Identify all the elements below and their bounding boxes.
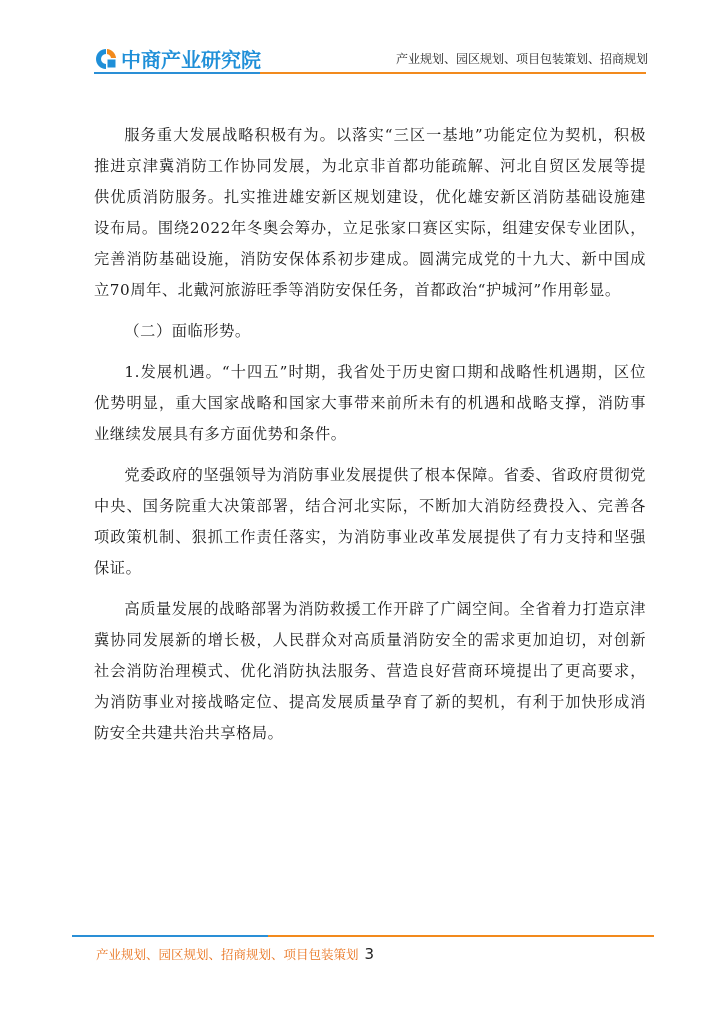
header-divider-blue bbox=[94, 72, 260, 74]
section-heading-situation: （二）面临形势。 bbox=[124, 322, 251, 340]
company-logo bbox=[94, 44, 261, 73]
footer-divider-blue bbox=[72, 935, 268, 937]
logo-text: 中商产业研究院 bbox=[121, 48, 261, 72]
logo-mark-icon bbox=[94, 47, 118, 71]
paragraph-service-strategy: 服务重大发展战略积极有为。以落实“三区一基地”功能定位为契机，积极推进京津冀消防工作协同发展，为北京非首都功能疏解、河北自贸区发展等提供优质消防服务。扎实推进雄安新区规划建设，优化雄安新区消防基础设施建设布局。围绕2022年冬奥会筹办，立足张家口赛区实际，组建安保专业团队，完善消防基础设施，消防安保体系初步建成。圆满完成党的十九大、新中国成立70周年、北戴河旅游旺季等消防安保任务，首都政治“护城河”作用彰显。 bbox=[94, 126, 646, 299]
header-tagline: 产业规划、园区规划、项目包装策划、招商规划 bbox=[395, 52, 648, 66]
page-header bbox=[0, 0, 724, 90]
paragraph-party-leadership: 党委政府的坚强领导为消防事业发展提供了根本保障。省委、省政府贯彻党中央、国务院重大决策部署，结合河北实际，不断加大消防经费投入、完善各项政策机制、狠抓工作责任落实，为消防事业改革发展提供了有力支持和坚强保证。 bbox=[94, 466, 646, 577]
footer-divider-orange bbox=[268, 935, 654, 937]
document-body bbox=[94, 120, 646, 749]
paragraph-high-quality-development: 高质量发展的战略部署为消防救援工作开辟了广阔空间。全省着力打造京津冀协同发展新的增长极，人民群众对高质量消防安全的需求更加迫切，对创新社会消防治理模式、优化消防执法服务、营造良好营商环境提出了更高要求，为消防事业对接战略定位、提高发展质量孕育了新的契机，有利于加快形成消防安全共建共治共享格局。 bbox=[94, 600, 646, 742]
footer-text: 产业规划、园区规划、招商规划、项目包装策划 bbox=[96, 947, 359, 962]
paragraph-development-opportunity: 1.发展机遇。“十四五”时期，我省处于历史窗口期和战略性机遇期，区位优势明显，重大国家战略和国家大事带来前所未有的机遇和战略支撑，消防事业继续发展具有多方面优势和条件。 bbox=[94, 363, 646, 443]
page-footer bbox=[96, 945, 374, 963]
page-number: 3 bbox=[364, 945, 375, 963]
header-divider-orange bbox=[260, 72, 646, 74]
